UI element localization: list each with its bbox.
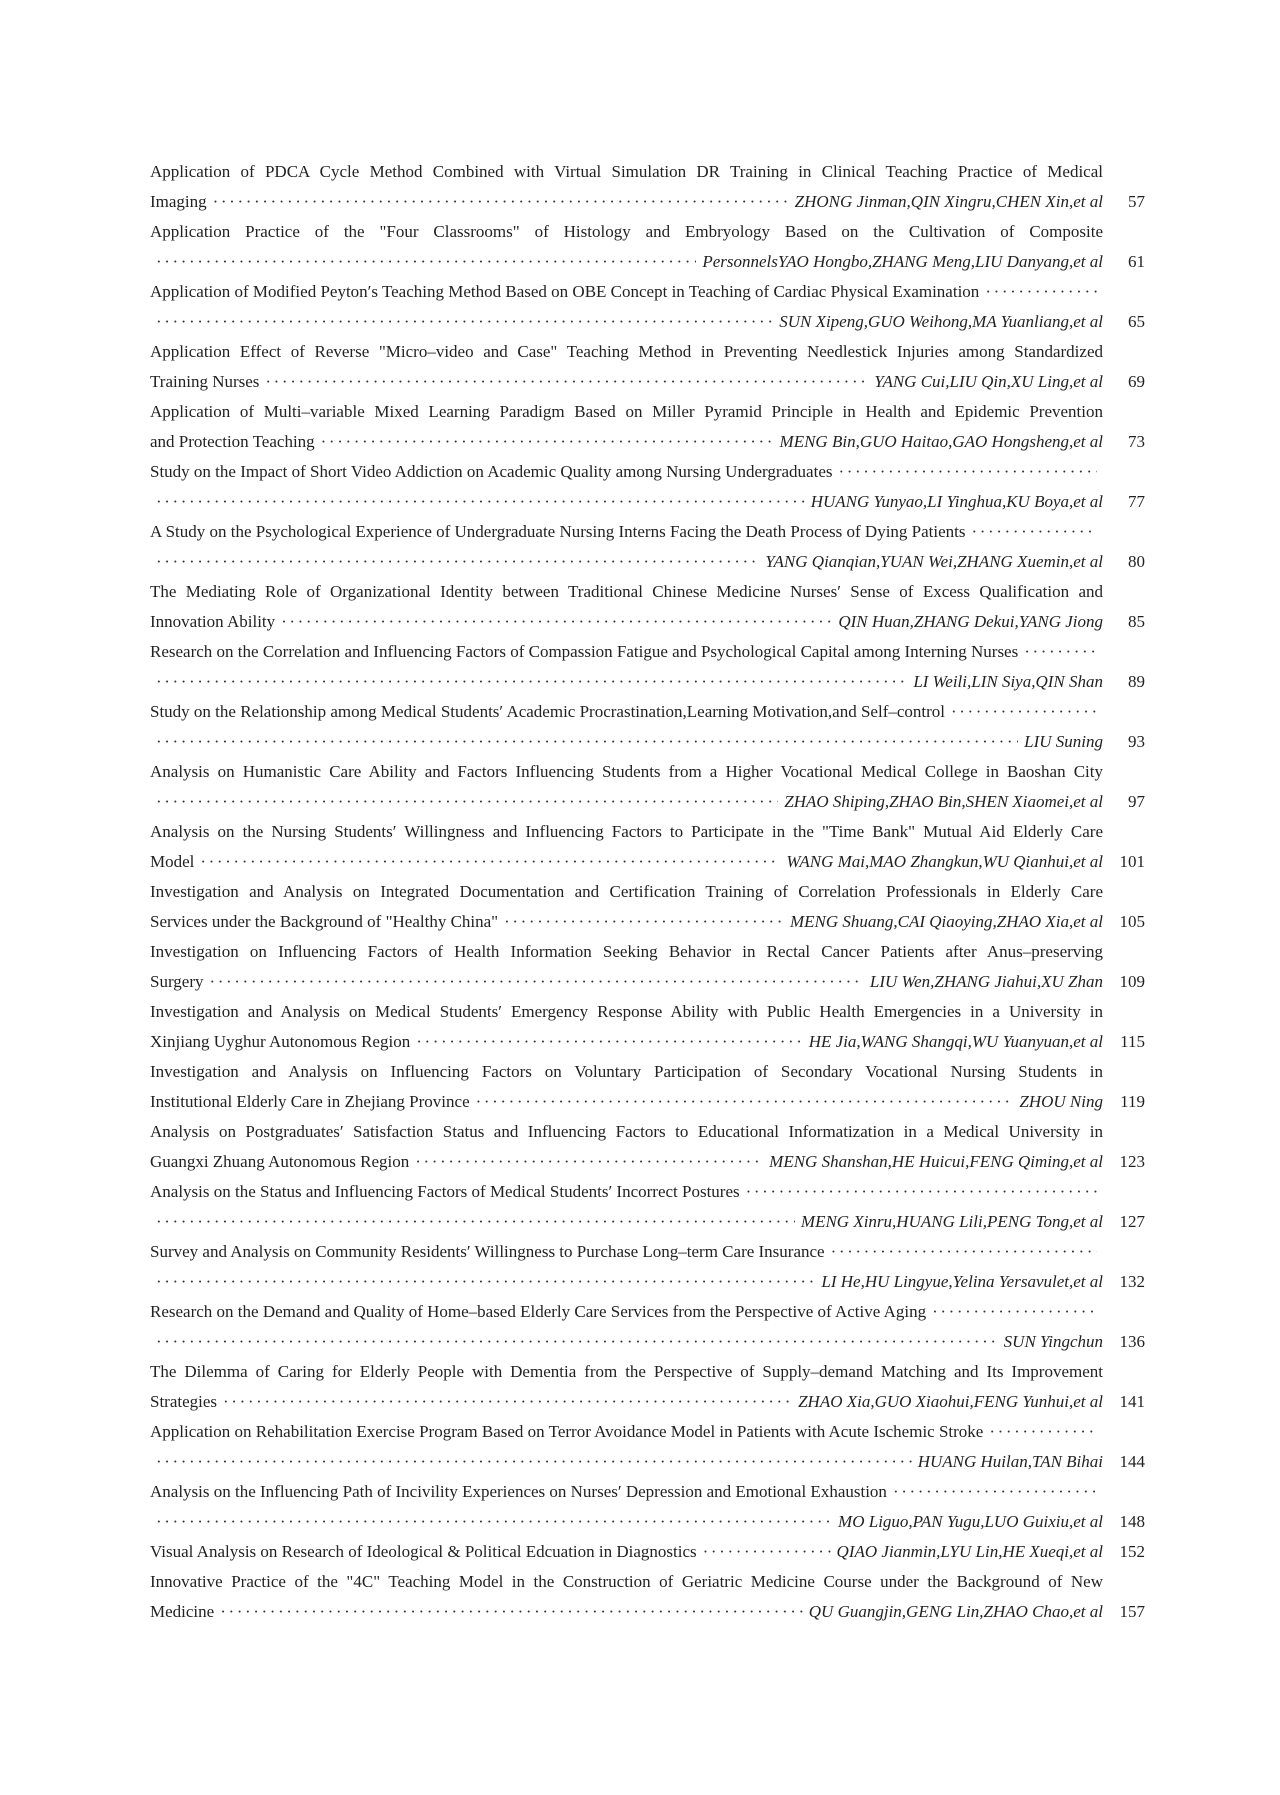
toc-title-line [150,877,1103,907]
dot-leader [156,787,778,817]
toc-title-line [150,337,1103,367]
toc-page-number: 152 [1119,1542,1145,1561]
toc-entry[interactable] [150,1117,1145,1177]
toc-authors: SUN Yingchun [1003,1332,1103,1351]
toc-title-line [150,1357,1103,1387]
toc-title-continuation: and Protection Teaching [150,432,315,451]
toc-title-line [150,397,1103,427]
dot-leader [156,1207,795,1237]
toc-author-line [150,967,1145,997]
toc-authors: YANG Cui,LIU Qin,XU Ling,et al [874,372,1103,391]
toc-title-line [150,697,1145,727]
toc-entry[interactable] [150,157,1145,217]
toc-title-line [150,277,1145,307]
toc-entry[interactable] [150,1057,1145,1117]
dot-leader [476,1087,1014,1117]
toc-authors: LIU Suning [1024,732,1103,751]
toc-author-line [150,1387,1145,1417]
toc-entry[interactable] [150,337,1145,397]
toc-author-line [150,607,1145,637]
toc-title-line [150,1567,1103,1597]
toc-entry[interactable] [150,217,1145,277]
toc-author-line [150,427,1145,457]
dot-leader [989,1417,1097,1447]
toc-title: Analysis on the Influencing Path of Incivility Experiences on Nurses′ Depression and Emotional Exhaustion [150,1482,887,1501]
toc-entry[interactable] [150,457,1145,517]
dot-leader [972,517,1097,547]
toc-title-line [150,637,1145,667]
toc-page-number: 109 [1119,972,1145,991]
toc-title-continuation: Training Nurses [150,372,260,391]
toc-title-line [150,1417,1145,1447]
toc-title: Innovative Practice of the "4C" Teaching Model in the Construction of Geriatric Medicine Course under the Background of New [150,1572,1103,1591]
toc-author-line [150,1147,1145,1177]
toc-title: Study on the Relationship among Medical Students′ Academic Procrastination,Learning Motivation,and Self–control [150,702,946,721]
toc-page-number: 148 [1119,1512,1145,1531]
toc-title: A Study on the Psychological Experience of Undergraduate Nursing Interns Facing the Death Process of Dying Patients [150,522,966,541]
toc-authors: ZHAO Xia,GUO Xiaohui,FENG Yunhui,et al [798,1392,1103,1411]
toc-authors: ZHONG Jinman,QIN Xingru,CHEN Xin,et al [794,192,1103,211]
dot-leader [746,1177,1097,1207]
dot-leader [1024,637,1097,667]
toc-author-line [150,667,1145,697]
toc-entry[interactable] [150,757,1145,817]
toc-title: Application of Modified Peyton′s Teaching Method Based on OBE Concept in Teaching of Cardiac Physical Examination [150,282,980,301]
toc-page-number: 141 [1119,1392,1145,1411]
toc-authors: LI Weili,LIN Siya,QIN Shan [913,672,1103,691]
toc-author-line [150,1207,1145,1237]
toc-authors: MENG Bin,GUO Haitao,GAO Hongsheng,et al [779,432,1103,451]
dot-leader [265,367,868,397]
toc-title: Application Practice of the "Four Classrooms" of Histology and Embryology Based on the Cultivation of Composite [150,222,1103,241]
toc-entry[interactable] [150,577,1145,637]
dot-leader [213,187,789,217]
toc-entry[interactable] [150,637,1145,697]
dot-leader [703,1537,831,1567]
toc-authors: QU Guangjin,GENG Lin,ZHAO Chao,et al [808,1602,1103,1621]
toc-page-number: 73 [1128,432,1145,451]
toc-page-number: 119 [1120,1092,1145,1111]
toc-entry[interactable] [150,1237,1145,1297]
toc-entry[interactable] [150,997,1145,1057]
toc-page-number: 61 [1128,252,1145,271]
toc-title-continuation: Innovation Ability [150,612,276,631]
toc-title-line [150,1237,1145,1267]
dot-leader [156,1447,912,1477]
dot-leader [951,697,1097,727]
toc-title-continuation: Model [150,852,195,871]
toc-title: The Mediating Role of Organizational Identity between Traditional Chinese Medicine Nurses′ Sense of Excess Qualification and [150,582,1103,601]
toc-author-line [150,787,1145,817]
toc-authors: HUANG Huilan,TAN Bihai [917,1452,1103,1471]
toc-entry[interactable] [150,697,1145,757]
toc-entry[interactable] [150,1477,1145,1537]
dot-leader [223,1387,792,1417]
toc-page-number: 77 [1128,492,1145,511]
toc-authors: QIAO Jianmin,LYU Lin,HE Xueqi,et al [836,1542,1103,1561]
table-of-contents [150,157,1145,1627]
toc-author-line [150,307,1145,337]
toc-title: Analysis on the Nursing Students′ Willingness and Influencing Factors to Participate in the "Time Bank" Mutual Aid Elderly Care [150,822,1103,841]
toc-author-line [150,1507,1145,1537]
toc-entry[interactable] [150,1357,1145,1417]
toc-title-line [150,457,1145,487]
toc-title-line [150,1117,1103,1147]
toc-title: Research on the Correlation and Influencing Factors of Compassion Fatigue and Psychological Capital among Interning Nurses [150,642,1019,661]
toc-page-number: 65 [1128,312,1145,331]
toc-author-line [150,187,1145,217]
toc-entry[interactable] [150,1417,1145,1477]
toc-title-line [150,1057,1103,1087]
toc-authors: PersonnelsYAO Hongbo,ZHANG Meng,LIU Danyang,et al [702,252,1103,271]
toc-title-continuation: Guangxi Zhuang Autonomous Region [150,1152,410,1171]
toc-authors: MENG Shanshan,HE Huicui,FENG Qiming,et al [769,1152,1103,1171]
toc-title-line [150,757,1103,787]
toc-author-line [150,367,1145,397]
toc-page-number: 136 [1119,1332,1145,1351]
toc-title: Application Effect of Reverse "Micro–video and Case" Teaching Method in Preventing Needlestick Injuries among Standardized [150,342,1103,361]
toc-entry[interactable] [150,517,1145,577]
toc-title-line [150,157,1103,187]
toc-author-line [150,1597,1145,1627]
toc-page-number: 89 [1128,672,1145,691]
toc-title-continuation: Imaging [150,192,207,211]
toc-entry[interactable] [150,1567,1145,1627]
toc-title-continuation: Institutional Elderly Care in Zhejiang Province [150,1092,470,1111]
toc-title-line [150,217,1103,247]
dot-leader [893,1477,1097,1507]
toc-title: The Dilemma of Caring for Elderly People with Dementia from the Perspective of Supply–demand Matching and Its Improvement [150,1362,1103,1381]
toc-page-number: 127 [1119,1212,1145,1231]
toc-entry[interactable] [150,1537,1145,1567]
toc-title: Analysis on Postgraduates′ Satisfaction Status and Influencing Factors to Educational Informatization in a Medical University in [150,1122,1103,1141]
toc-page-number: 144 [1119,1452,1145,1471]
toc-entry[interactable] [150,1297,1145,1357]
toc-entry[interactable] [150,937,1145,997]
dot-leader [156,487,805,517]
toc-author-line [150,727,1145,757]
toc-title: Investigation and Analysis on Medical Students′ Emergency Response Ability with Public Health Emergencies in a University in [150,1002,1103,1021]
dot-leader [156,1507,832,1537]
dot-leader [321,427,774,457]
toc-page-number: 69 [1128,372,1145,391]
toc-title: Investigation on Influencing Factors of Health Information Seeking Behavior in Rectal Cancer Patients after Anus–preserving [150,942,1103,961]
dot-leader [504,907,784,937]
toc-title-line [150,1297,1145,1327]
toc-page-number: 157 [1119,1602,1145,1621]
toc-title-line [150,517,1145,547]
toc-title-continuation: Medicine [150,1602,215,1621]
toc-author-line [150,487,1145,517]
dot-leader [416,1027,803,1057]
toc-page-number: 80 [1128,552,1145,571]
toc-page-number: 57 [1128,192,1145,211]
toc-authors: QIN Huan,ZHANG Dekui,YANG Jiong [838,612,1103,631]
toc-author-line [150,907,1145,937]
toc-entry[interactable] [150,817,1145,877]
toc-page-number: 105 [1119,912,1145,931]
toc-page-number: 123 [1119,1152,1145,1171]
toc-authors: ZHAO Shiping,ZHAO Bin,SHEN Xiaomei,et al [784,792,1103,811]
toc-authors: LI He,HU Lingyue,Yelina Yersavulet,et al [821,1272,1103,1291]
toc-authors: MENG Shuang,CAI Qiaoying,ZHAO Xia,et al [789,912,1103,931]
toc-page-number: 101 [1119,852,1145,871]
dot-leader [220,1597,803,1627]
toc-title-line [150,577,1103,607]
dot-leader [838,457,1097,487]
toc-entry[interactable] [150,397,1145,457]
toc-title-continuation: Services under the Background of "Healthy China" [150,912,499,931]
dot-leader [156,547,759,577]
toc-authors: YANG Qianqian,YUAN Wei,ZHANG Xuemin,et al [765,552,1103,571]
toc-page-number: 85 [1128,612,1145,631]
toc-authors: ZHOU Ning [1019,1092,1103,1111]
toc-entry[interactable] [150,1177,1145,1237]
toc-title: Investigation and Analysis on Influencing Factors on Voluntary Participation of Secondary Vocational Nursing Students in [150,1062,1103,1081]
toc-page-number: 115 [1120,1032,1145,1051]
toc-author-line [150,1537,1145,1567]
toc-title-continuation: Strategies [150,1392,218,1411]
dot-leader [156,667,907,697]
toc-page-number: 132 [1119,1272,1145,1291]
toc-authors: SUN Xipeng,GUO Weihong,MA Yuanliang,et al [779,312,1103,331]
toc-title-continuation: Surgery [150,972,204,991]
toc-authors: MENG Xinru,HUANG Lili,PENG Tong,et al [800,1212,1103,1231]
dot-leader [831,1237,1097,1267]
toc-title: Application of Multi–variable Mixed Learning Paradigm Based on Miller Pyramid Principle in Health and Epidemic Prevention [150,402,1103,421]
toc-entry[interactable] [150,277,1145,337]
toc-title: Investigation and Analysis on Integrated Documentation and Certification Training of Correlation Professionals in Elderly Care [150,882,1103,901]
dot-leader [210,967,864,997]
toc-author-line [150,1087,1145,1117]
toc-author-line [150,847,1145,877]
dot-leader [200,847,780,877]
toc-title-continuation: Xinjiang Uyghur Autonomous Region [150,1032,411,1051]
toc-title-line [150,1177,1145,1207]
toc-author-line [150,1447,1145,1477]
toc-page-number: 97 [1128,792,1145,811]
toc-title-line [150,997,1103,1027]
toc-authors: WANG Mai,MAO Zhangkun,WU Qianhui,et al [786,852,1103,871]
toc-author-line [150,1327,1145,1357]
dot-leader [156,1267,815,1297]
toc-authors: HE Jia,WANG Shangqi,WU Yuanyuan,et al [808,1032,1103,1051]
toc-title: Analysis on the Status and Influencing Factors of Medical Students′ Incorrect Postures [150,1182,740,1201]
toc-title-line [150,1477,1145,1507]
toc-author-line [150,547,1145,577]
toc-title: Research on the Demand and Quality of Home–based Elderly Care Services from the Perspective of Active Aging [150,1302,927,1321]
toc-authors: LIU Wen,ZHANG Jiahui,XU Zhan [869,972,1103,991]
toc-title: Application of PDCA Cycle Method Combined with Virtual Simulation DR Training in Clinical Teaching Practice of Medical [150,162,1103,181]
toc-title: Study on the Impact of Short Video Addiction on Academic Quality among Nursing Undergraduates [150,462,833,481]
dot-leader [156,727,1018,757]
toc-title: Survey and Analysis on Community Residents′ Willingness to Purchase Long–term Care Insurance [150,1242,825,1261]
toc-page-number: 93 [1128,732,1145,751]
toc-title-line [150,937,1103,967]
dot-leader [281,607,832,637]
toc-entry[interactable] [150,877,1145,937]
toc-author-line [150,1027,1145,1057]
dot-leader [985,277,1097,307]
toc-author-line [150,247,1145,277]
toc-title-line [150,817,1103,847]
dot-leader [932,1297,1097,1327]
dot-leader [156,247,696,277]
dot-leader [156,307,773,337]
toc-title-continuation: Visual Analysis on Research of Ideological & Political Edcuation in Diagnostics [150,1542,697,1561]
toc-title: Application on Rehabilitation Exercise Program Based on Terror Avoidance Model in Patients with Acute Ischemic Stroke [150,1422,984,1441]
toc-title: Analysis on Humanistic Care Ability and Factors Influencing Students from a Higher Vocational Medical College in Baoshan City [150,762,1103,781]
dot-leader [415,1147,763,1177]
toc-authors: HUANG Yunyao,LI Yinghua,KU Boya,et al [810,492,1103,511]
toc-author-line [150,1267,1145,1297]
toc-authors: MO Liguo,PAN Yugu,LUO Guixiu,et al [838,1512,1103,1531]
dot-leader [156,1327,998,1357]
